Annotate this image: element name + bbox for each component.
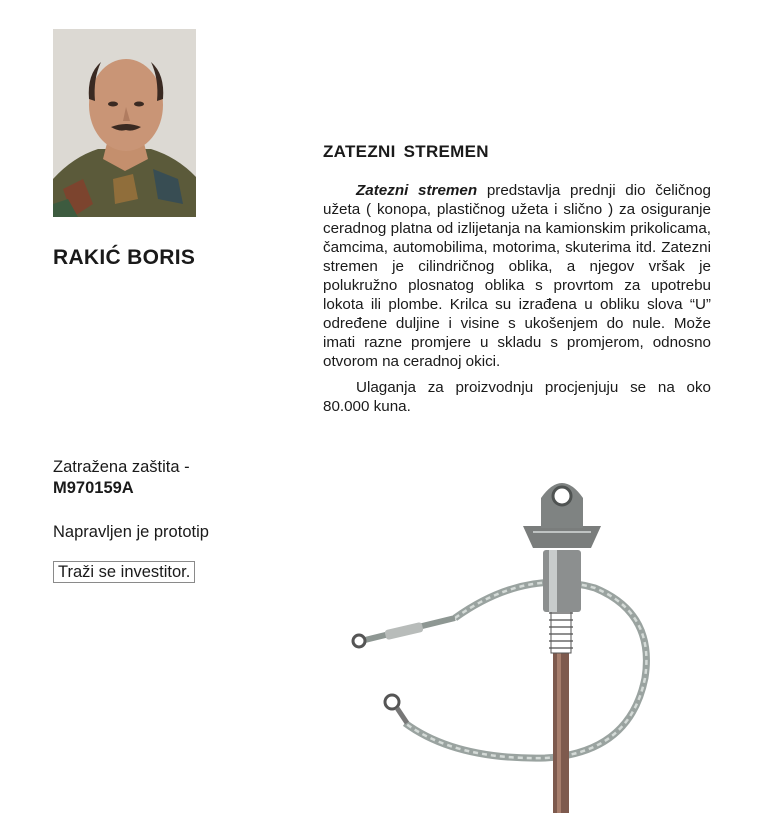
inventor-photo [53, 29, 196, 217]
investment-paragraph: Ulaganja za proizvodnju procjenjuju se na oko 80.000 kuna. [323, 379, 711, 415]
article-title: ZATEZNI STREMEN [323, 142, 489, 161]
description-lead: Zatezni stremen [356, 182, 478, 199]
investor-button[interactable]: Traži se investitor. [53, 561, 195, 583]
article [323, 142, 711, 423]
side-info [53, 457, 209, 583]
description-paragraph [323, 181, 711, 371]
description-body: predstavlja prednji dio čeličnog užeta ( konopa, plastičnog užeta i slično ) za osiguranje ceradnog platna od izlijetanja na kamionskim prikolicama, čamcima, automobilima, motorima, skuterima itd. Zatezni stremen je cilindričnog oblika, a njegov vršak je polukružno plosnatog oblika s provrtom za upotrebu lokota ili plombe. Krilca su izrađena u obliku slova “U” određene duljine i visine s ukošenjem do nule. Može imati razne promjere u skladu s promjerom, odnosno otvorom na ceradnoj okici. [323, 182, 711, 370]
protection-label: Zatražena zaštita - [53, 458, 190, 476]
inventor-name: RAKIĆ BORIS [53, 246, 196, 269]
product-photo [345, 468, 675, 813]
patent-code: M970159A [53, 479, 134, 497]
prototype-status: Napravljen je prototip [53, 523, 209, 541]
